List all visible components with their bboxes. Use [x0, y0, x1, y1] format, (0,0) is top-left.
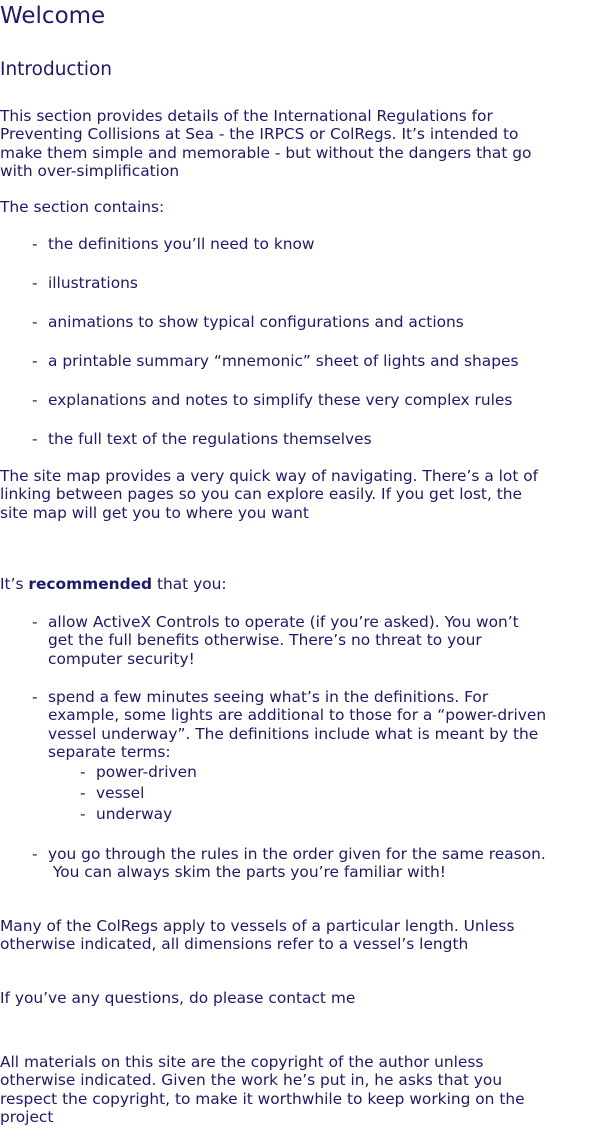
recommendation-line: you go through the rules in the order given for the same reason.: [48, 845, 546, 863]
intro-line: This section provides details of the International Regulations for: [0, 107, 493, 125]
recommendation-line: example, some lights are additional to those for a “power-driven: [48, 706, 547, 725]
length-paragraph: [0, 917, 588, 954]
list-dash: -: [80, 784, 86, 802]
list-dash: -: [32, 391, 38, 409]
recommendation-line: vessel underway”. The definitions include what is meant by the: [48, 724, 539, 743]
intro-paragraph: [0, 107, 588, 180]
term-text: power-driven: [96, 763, 197, 781]
length-line: otherwise indicated, all dimensions refer to a vessel’s length: [0, 935, 469, 954]
list-dash: -: [32, 688, 38, 706]
copyright-line: All materials on this site are the copyright of the author unless: [0, 1053, 484, 1071]
list-item-text: explanations and notes to simplify these very complex rules: [48, 391, 513, 409]
recommendation-line: separate terms:: [48, 742, 171, 761]
length-line: Many of the ColRegs apply to vessels of a particular length. Unless: [0, 917, 515, 935]
list-item-text: illustrations: [48, 274, 138, 292]
recommendation-line: You can always skim the parts you’re familiar with!: [48, 863, 446, 882]
questions-paragraph: If you’ve any questions, do please contact me: [0, 989, 356, 1007]
recommendation-text: [48, 845, 588, 882]
term-text: vessel: [96, 784, 145, 802]
page-title: Welcome: [0, 3, 106, 29]
list-dash: -: [80, 763, 86, 781]
list-dash: -: [32, 313, 38, 331]
list-dash: -: [32, 613, 38, 631]
recommend-paragraph: [0, 575, 588, 593]
list-dash: -: [32, 845, 38, 863]
list-item-text: the full text of the regulations themselves: [48, 430, 372, 448]
list-item-text: animations to show typical configurations and actions: [48, 313, 464, 331]
recommendation-line: allow ActiveX Controls to operate (if you’re asked). You won’t: [48, 613, 519, 631]
recommendation-text: [48, 613, 588, 668]
sitemap-line: site map will get you to where you want: [0, 503, 309, 522]
list-dash: -: [32, 274, 38, 292]
copyright-line: otherwise indicated. Given the work he’s put in, he asks that you: [0, 1071, 503, 1090]
copyright-paragraph: [0, 1053, 588, 1126]
recommend-prefix: It’s: [0, 575, 29, 593]
list-dash: -: [80, 805, 86, 823]
section-heading: Introduction: [0, 59, 113, 80]
intro-line: make them simple and memorable - but without the dangers that go: [0, 143, 532, 162]
recommendation-line: get the full benefits otherwise. There’s no threat to your: [48, 631, 482, 650]
list-dash: -: [32, 352, 38, 370]
recommendation-line: spend a few minutes seeing what’s in the definitions. For: [48, 688, 489, 706]
sitemap-paragraph: [0, 467, 588, 522]
sitemap-line: linking between pages so you can explore easily. If you get lost, the: [0, 485, 523, 504]
contains-label: The section contains:: [0, 198, 165, 216]
list-item-text: a printable summary “mnemonic” sheet of lights and shapes: [48, 352, 519, 370]
recommend-suffix: that you:: [152, 575, 227, 593]
intro-line: Preventing Collisions at Sea - the IRPCS or ColRegs. It’s intended to: [0, 125, 519, 144]
sitemap-line: The site map provides a very quick way of navigating. There’s a lot of: [0, 467, 539, 485]
recommend-bold: recommended: [28, 575, 153, 593]
copyright-line: project: [0, 1107, 54, 1126]
recommendation-text: [48, 688, 588, 761]
list-dash: -: [32, 235, 38, 253]
recommendation-line: computer security!: [48, 649, 195, 668]
copyright-line: respect the copyright, to make it worthwhile to keep working on the: [0, 1089, 525, 1108]
list-dash: -: [32, 430, 38, 448]
term-text: underway: [96, 805, 173, 823]
list-item-text: the definitions you’ll need to know: [48, 235, 315, 253]
intro-line: with over-simplification: [0, 161, 180, 180]
